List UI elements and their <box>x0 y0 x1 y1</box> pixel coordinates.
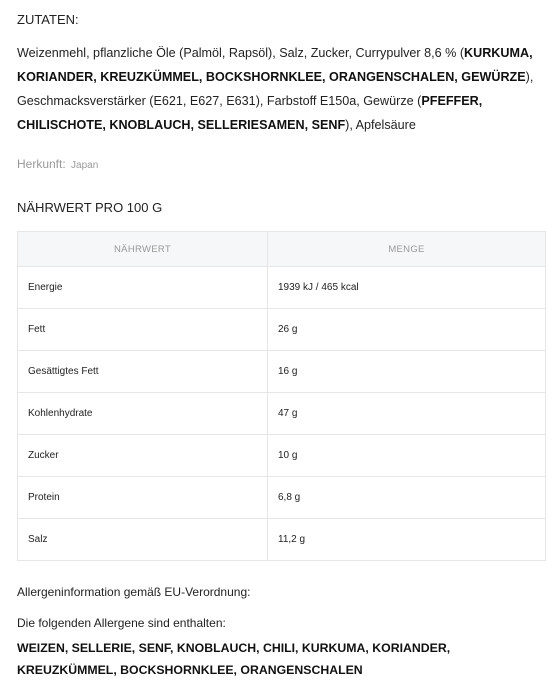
nutrient-value: 26 g <box>268 309 546 351</box>
nutrient-value: 10 g <box>268 435 546 477</box>
allergen-contains-label: Die folgenden Allergene sind enthalten: <box>17 616 226 630</box>
allergen-list: WEIZEN, SELLERIE, SENF, KNOBLAUCH, CHILI, KURKUMA, KORIANDER, KREUZKÜMMEL, BOCKSHORNKLEE, ORANGENSCHALEN <box>17 641 451 677</box>
nutrient-value: 1939 kJ / 465 kcal <box>268 267 546 309</box>
ingredients-text <box>17 41 542 137</box>
origin-value: Japan <box>71 160 99 171</box>
origin-label: Herkunft: <box>17 157 66 171</box>
column-header-amount: MENGE <box>268 232 546 267</box>
table-row <box>18 393 546 435</box>
nutrient-value: 11,2 g <box>268 519 546 561</box>
nutrient-value: 16 g <box>268 351 546 393</box>
ingredients-part: Weizenmehl, pflanzliche Öle (Palmöl, Rapsöl), Salz, Zucker, Currypulver 8,6 % ( <box>17 46 465 60</box>
nutrient-name: Kohlenhydrate <box>18 393 268 435</box>
nutrient-name: Fett <box>18 309 268 351</box>
ingredients-heading: ZUTATEN: <box>17 12 79 27</box>
nutrient-name: Energie <box>18 267 268 309</box>
nutrient-name: Zucker <box>18 435 268 477</box>
nutrient-name: Salz <box>18 519 268 561</box>
nutrient-value: 6,8 g <box>268 477 546 519</box>
ingredients-part: ), Apfelsäure <box>345 118 416 132</box>
table-row <box>18 519 546 561</box>
ingredients-part-bold: PFEFFER, CHILISCHOTE, KNOBLAUCH, SELLERIESAMEN, SENF <box>17 94 483 132</box>
table-row <box>18 267 546 309</box>
table-row <box>18 477 546 519</box>
table-header-row <box>18 232 546 267</box>
nutrient-name: Gesättigtes Fett <box>18 351 268 393</box>
allergen-intro: Allergeninformation gemäß EU-Verordnung: <box>17 585 251 599</box>
nutrition-table <box>17 231 546 561</box>
table-row <box>18 351 546 393</box>
table-row <box>18 435 546 477</box>
ingredients-part: ), Geschmacksverstärker (E621, E627, E631), Farbstoff E150a, Gewürze ( <box>17 70 534 108</box>
nutrition-heading: NÄHRWERT PRO 100 G <box>17 200 163 215</box>
table-row <box>18 309 546 351</box>
origin <box>17 157 98 171</box>
nutrient-value: 47 g <box>268 393 546 435</box>
column-header-nutrient: NÄHRWERT <box>18 232 268 267</box>
ingredients-part-bold: KURKUMA, KORIANDER, KREUZKÜMMEL, BOCKSHORNKLEE, ORANGENSCHALEN, GEWÜRZE <box>17 46 533 84</box>
nutrient-name: Protein <box>18 477 268 519</box>
